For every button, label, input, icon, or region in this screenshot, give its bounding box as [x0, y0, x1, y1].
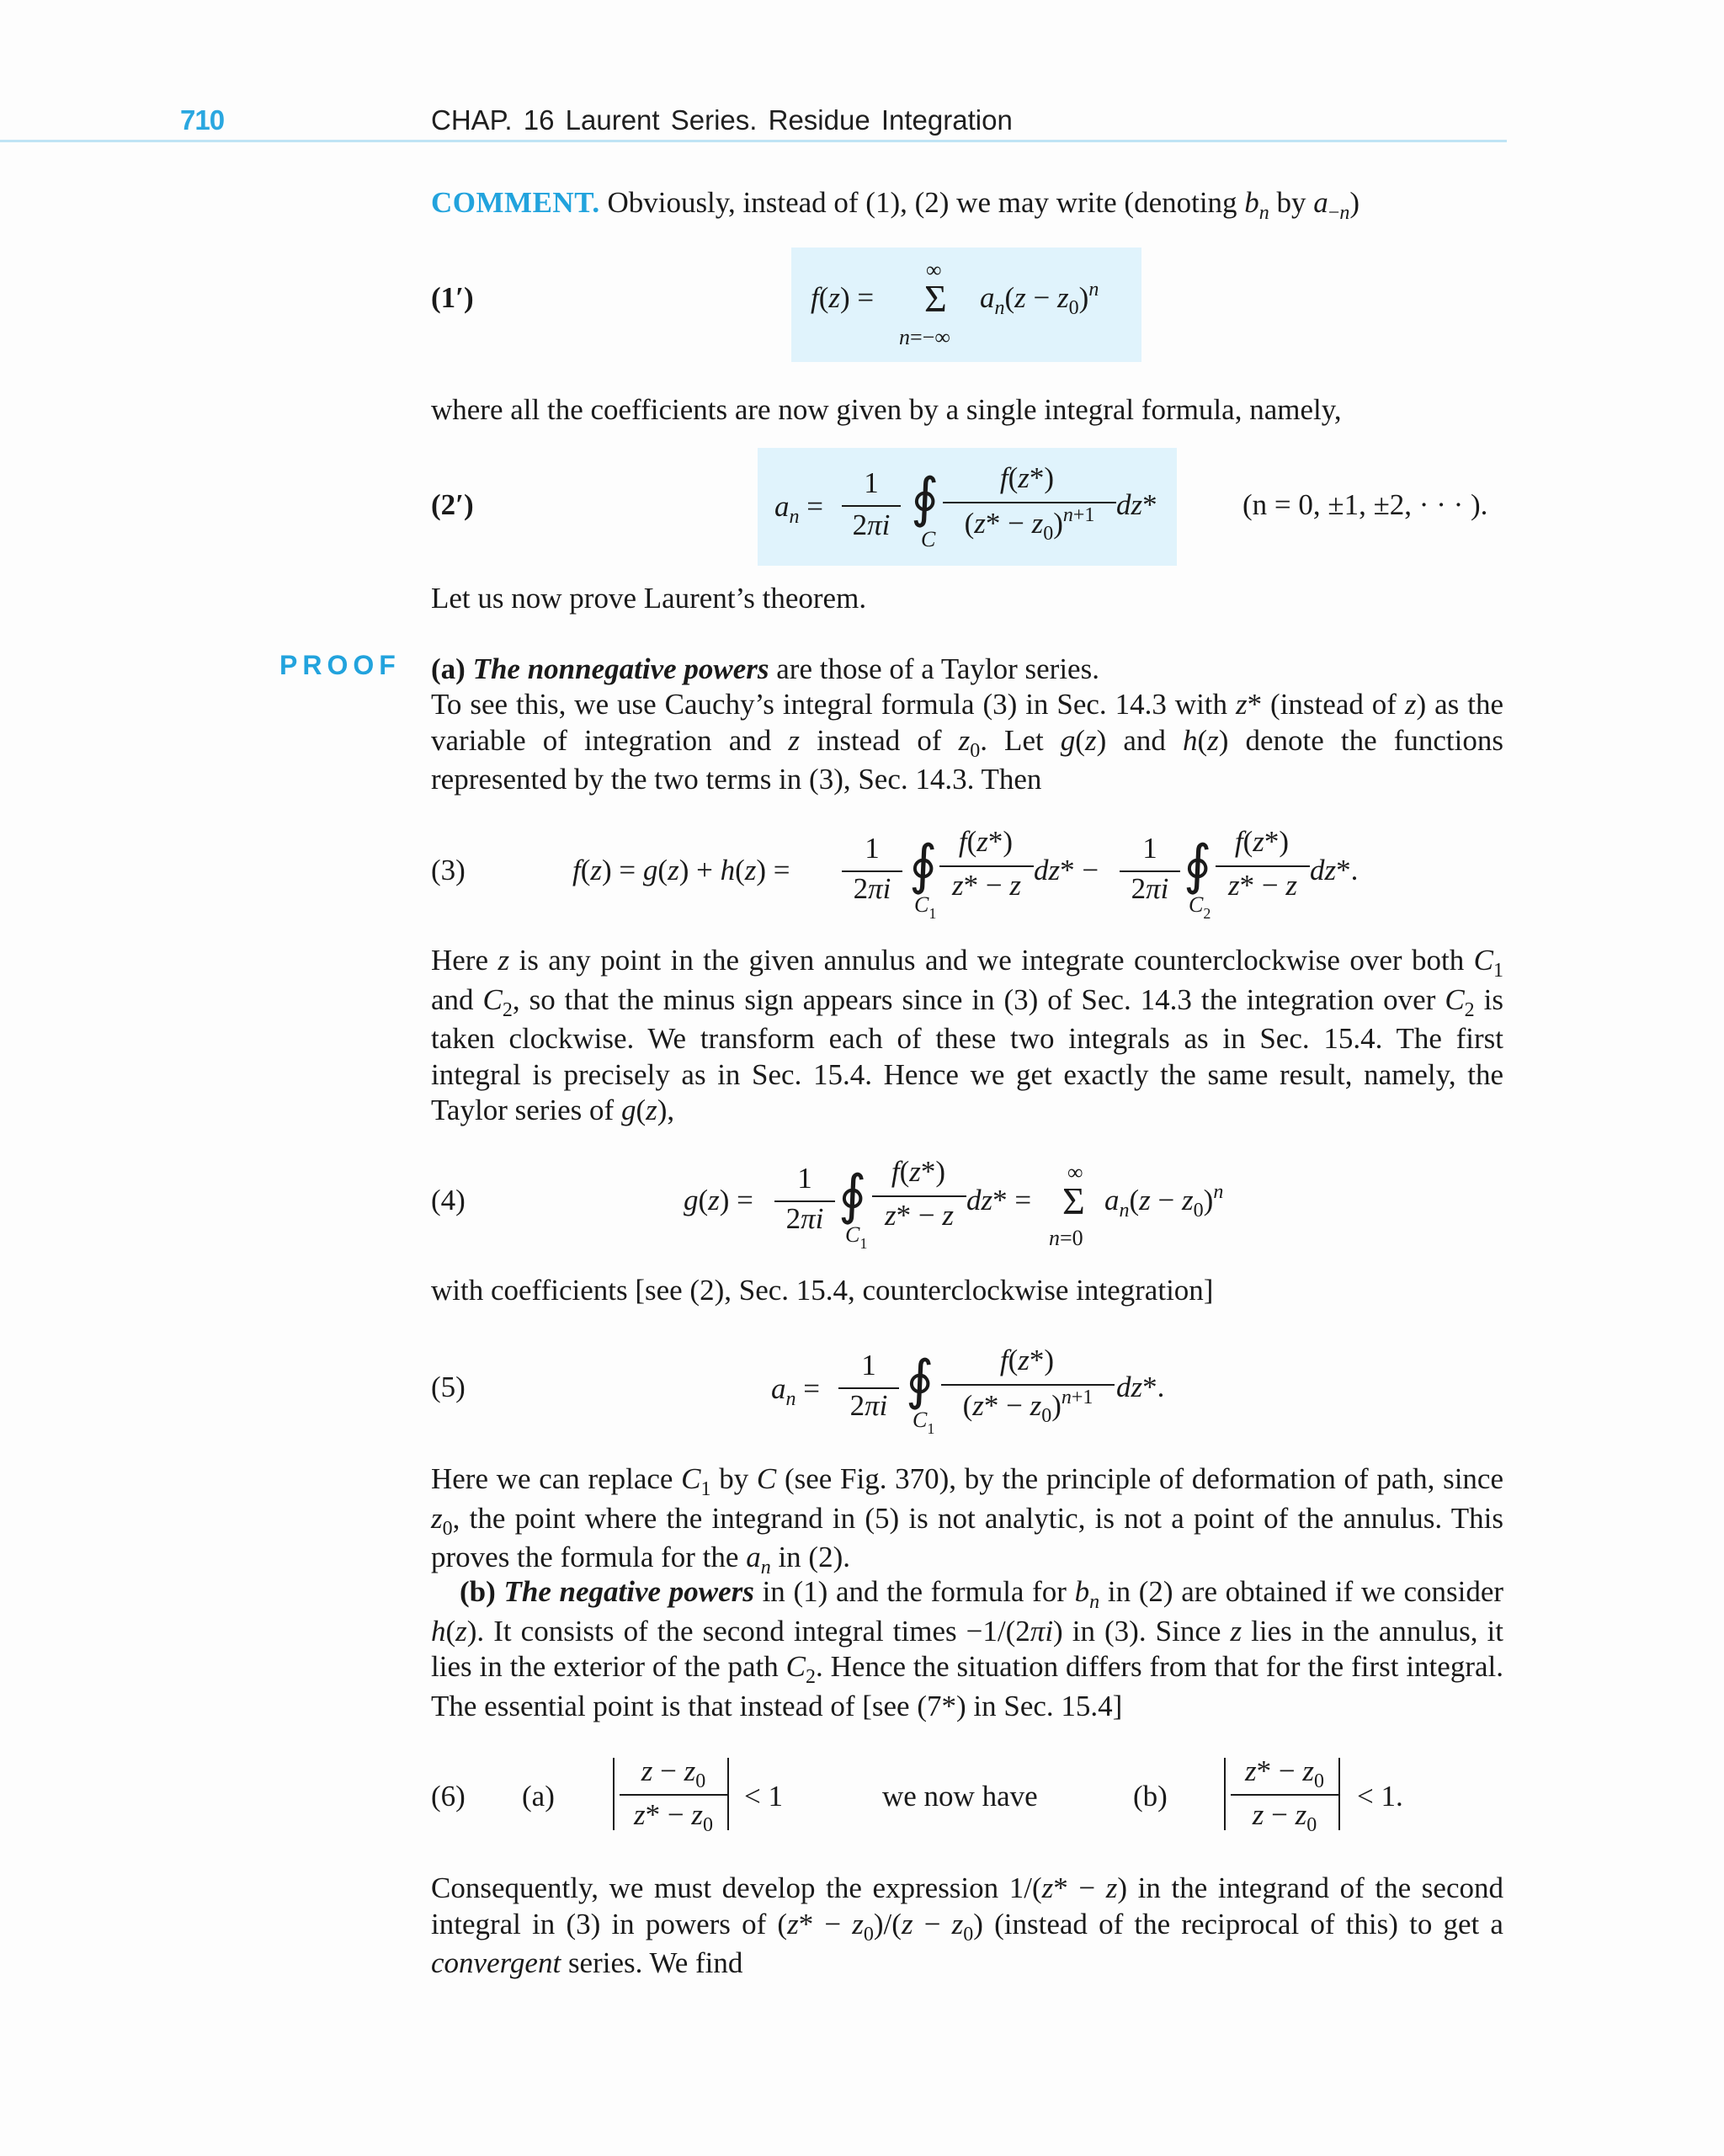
equation-5: $a_n$ = — [771, 1372, 820, 1410]
comment-paragraph: COMMENT. Obviously, instead of (1), (2) we may write (denoting $b_n$ by $a_{-n}$) — [431, 186, 1360, 224]
equation-label-5: (5) — [431, 1371, 466, 1403]
here-paragraph-2: Here we can replace $C_1$ by C (see Fig. 370), by the principle of deformation of path, since $z_0$, the point where the integrand in (5) is not analytic, is not a point of the annulus. This proves the formula for the $a_n$ in (2). — [431, 1462, 1504, 1578]
contour-integral-symbol: ∮ — [911, 468, 939, 528]
equation-2prime-condition: (n = 0, ±1, ±2, · · · ). — [1242, 488, 1488, 521]
where-paragraph: where all the coefficients are now given by a single integral formula, namely, — [431, 393, 1342, 426]
header-rule — [0, 140, 1507, 142]
equation-6a-label: (a) — [522, 1780, 555, 1813]
proof-part-a-heading: (a) The nonnegative powers are those of a Taylor series. — [431, 652, 1099, 685]
equation-6a: < 1 — [744, 1780, 783, 1813]
proof-part-b-paragraph: (b) The negative powers in (1) and the formula for $b_n$ in (2) are obtained if we consider h(z). It consists of the second integral times −1/(2πi) in (3). Since z lies in the annulus, it lies in the exterior of the path $C_2$. Hence the situation differs from that for the first integral. The essential point is that instead of [see (7*) in Sec. 15.4] — [431, 1575, 1504, 1722]
running-head: CHAP. 16 Laurent Series. Residue Integration — [431, 104, 1013, 136]
let-paragraph: Let us now prove Laurent’s theorem. — [431, 582, 867, 615]
proof-label: PROOF — [279, 650, 401, 680]
equation-label-1prime: (1′) — [431, 281, 474, 314]
with-paragraph: with coefficients [see (2), Sec. 15.4, counterclockwise integration] — [431, 1274, 1214, 1307]
equation-6-mid-text: we now have — [882, 1780, 1038, 1813]
page-number: 710 — [180, 104, 225, 136]
equation-3: f(z) = g(z) + h(z) = — [572, 854, 790, 886]
comment-label: COMMENT. — [431, 186, 600, 219]
equation-6b-label: (b) — [1133, 1780, 1168, 1813]
equation-label-6: (6) — [431, 1780, 466, 1813]
proof-paragraph-1: To see this, we use Cauchy’s integral formula (3) in Sec. 14.3 with z* (instead of z) as the variable of integration and z instead of $z_0$. Let g(z) and h(z) denote the functions represented by the two terms in (3), Sec. 14.3. Then — [431, 688, 1503, 796]
equation-4: g(z) = — [684, 1184, 753, 1216]
equation-label-4: (4) — [431, 1184, 466, 1216]
consequently-paragraph: Consequently, we must develop the expression 1/(z* − z) in the integrand of the second integral in (3) in powers of $(z* - z_0)/(z - z_0)$ (instead of the reciprocal of this) to get a convergent series. We find — [431, 1871, 1503, 1979]
equation-6b: < 1. — [1357, 1780, 1403, 1813]
here-paragraph-1: Here z is any point in the given annulus and we integrate counterclockwise over both $C_1$ and $C_2$, so that the minus sign appears since in (3) of Sec. 14.3 the integration over $C_2$ is taken clockwise. We transform each of these two integrals as in Sec. 15.4. The first integral is precisely as in Sec. 15.4. Hence we get exactly the same result, namely, the Taylor series of g(z), — [431, 944, 1503, 1126]
equation-label-2prime: (2′) — [431, 488, 474, 521]
equation-2prime: $a_n$ = — [774, 490, 823, 528]
equation-1prime: f(z) = — [811, 281, 875, 314]
equation-label-3: (3) — [431, 854, 466, 886]
sum-symbol: Σ — [924, 277, 947, 320]
